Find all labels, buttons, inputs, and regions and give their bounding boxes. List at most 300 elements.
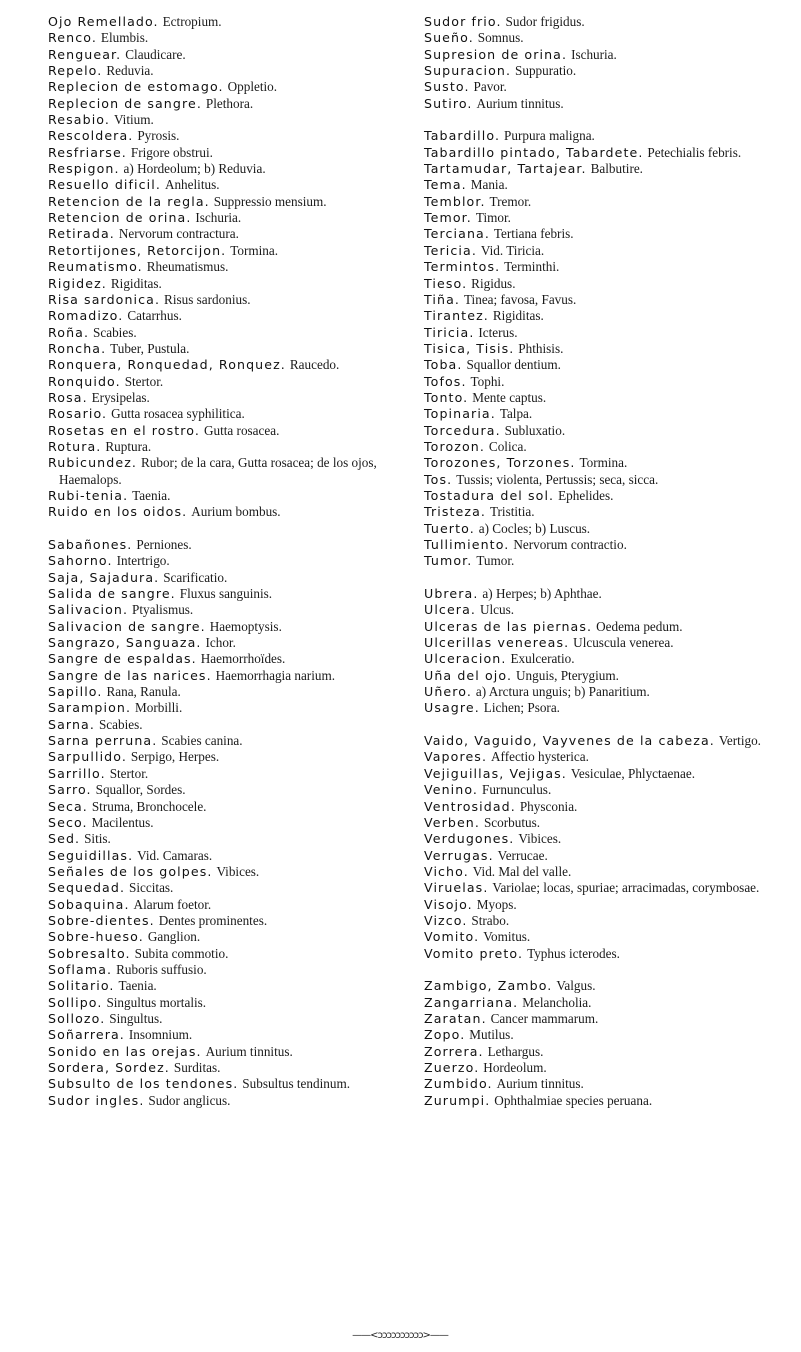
- entry-term: Sangre de espaldas.: [48, 651, 197, 667]
- entry-definition: Struma, Bronchocele.: [91, 798, 207, 814]
- dictionary-entry: [424, 799, 782, 815]
- entry-definition: Tussis; violenta, Pertussis; seca, sicca.: [456, 471, 659, 487]
- entry-term: Seguidillas.: [48, 847, 134, 863]
- dictionary-entry: [424, 488, 782, 504]
- entry-definition: Tuber, Pustula.: [110, 340, 190, 356]
- entry-term: Risa sardonica.: [48, 291, 161, 307]
- dictionary-entry: [48, 913, 409, 929]
- dictionary-entry: [48, 47, 409, 63]
- entry-definition: Myops.: [476, 896, 517, 912]
- entry-term: Tabardillo pintado, Tabardete.: [424, 144, 644, 160]
- dictionary-entry: [424, 782, 782, 798]
- entry-term: Viruelas.: [424, 880, 489, 896]
- entry-definition: Vid. Camaras.: [137, 847, 213, 863]
- entry-definition: Reduvia.: [106, 63, 154, 79]
- entry-definition: Haemoptysis.: [209, 618, 282, 634]
- entry-definition: Ruptura.: [105, 438, 152, 454]
- entry-definition: Aurium tinnitus.: [496, 1076, 584, 1092]
- dictionary-entry: [48, 308, 409, 324]
- dictionary-entry: [48, 374, 409, 390]
- entry-definition: Phthisis.: [518, 340, 564, 356]
- dictionary-entry: [48, 733, 409, 749]
- dictionary-entry: [424, 684, 782, 700]
- entry-term: Sarna.: [48, 716, 95, 732]
- entry-definition: Lethargus.: [487, 1043, 544, 1059]
- dictionary-entry: [48, 897, 409, 913]
- dictionary-entry: [424, 586, 782, 602]
- dictionary-entry: [48, 177, 409, 193]
- entry-definition: Stertor.: [124, 373, 164, 389]
- entry-term: Rotura.: [48, 438, 102, 454]
- dictionary-entry: [424, 815, 782, 831]
- entry-definition: Somnus.: [477, 30, 524, 46]
- entry-term: Terciana.: [424, 226, 490, 242]
- dictionary-entry: [48, 112, 409, 128]
- entry-definition: Ruboris suffusio.: [116, 961, 207, 977]
- entry-term: Sabañones.: [48, 537, 133, 552]
- dictionary-entry: [424, 47, 782, 63]
- dictionary-entry: [424, 259, 782, 275]
- entry-term: Saja, Sajadura.: [48, 569, 160, 585]
- entry-definition: Alarum foetor.: [133, 896, 212, 912]
- entry-definition: Ulcuscula venerea.: [573, 635, 674, 651]
- entry-term: Zumbido.: [424, 1076, 493, 1092]
- entry-definition: Hordeolum.: [483, 1060, 547, 1075]
- entry-definition: Suppuratio.: [515, 63, 577, 79]
- dictionary-entry: [48, 619, 409, 635]
- entry-term: Vizco.: [424, 912, 468, 928]
- dictionary-entry: [48, 488, 409, 504]
- dictionary-entry: [424, 439, 782, 455]
- entry-term: Termintos.: [424, 259, 501, 275]
- entry-term: Tericia.: [424, 242, 477, 258]
- entry-definition: Rubor; de la cara, Gutta rosacea; de los ojos, Haemalops.: [59, 455, 377, 487]
- entry-term: Tuerto.: [424, 520, 475, 536]
- dictionary-entry: [424, 668, 782, 684]
- entry-definition: Physconia.: [519, 798, 578, 814]
- left-column: [48, 14, 409, 1109]
- entry-term: Sueño.: [424, 30, 474, 46]
- entry-definition: Scorbutus.: [483, 814, 540, 830]
- dictionary-entry: [424, 602, 782, 618]
- dictionary-entry: [424, 1044, 782, 1060]
- entry-term: Tristeza.: [424, 504, 486, 520]
- dictionary-entry: [48, 1011, 409, 1027]
- entry-term: Tirantez.: [424, 308, 489, 324]
- entry-term: Retortijones, Retorcijon.: [48, 242, 227, 258]
- entry-term: Sollipo.: [48, 994, 103, 1010]
- entry-term: Sapillo.: [48, 684, 103, 700]
- entry-definition: Tinea; favosa, Favus.: [463, 291, 577, 307]
- entry-definition: Mutilus.: [469, 1027, 514, 1043]
- entry-term: Sobaquina.: [48, 896, 130, 912]
- entry-definition: a) Arctura unguis; b) Panaritium.: [475, 684, 650, 700]
- entry-definition: Nervorum contractio.: [513, 537, 627, 552]
- entry-definition: Taenia.: [118, 978, 157, 994]
- dictionary-entry: [424, 1027, 782, 1043]
- entry-definition: Stertor.: [109, 765, 149, 781]
- dictionary-entry: [48, 749, 409, 765]
- entry-definition: Talpa.: [499, 406, 533, 422]
- dictionary-entry: [424, 995, 782, 1011]
- entry-definition: Oedema pedum.: [596, 618, 683, 634]
- dictionary-entry: [48, 635, 409, 651]
- entry-term: Sahorno.: [48, 553, 113, 569]
- entry-definition: Gutta rosacea.: [203, 422, 280, 438]
- dictionary-entry: [48, 226, 409, 242]
- entry-definition: Furnunculus.: [482, 782, 552, 798]
- entry-definition: Aurium tinnitus.: [476, 95, 564, 111]
- entry-term: Sudor ingles.: [48, 1092, 145, 1108]
- entry-term: Uña del ojo.: [424, 667, 513, 683]
- entry-term: Ulceras de las piernas.: [424, 618, 593, 634]
- entry-term: Rubicundez.: [48, 455, 138, 471]
- entry-term: Retirada.: [48, 226, 115, 242]
- entry-term: Vaido, Vaguido, Vayvenes de la cabeza.: [424, 733, 715, 749]
- dictionary-entry: [424, 472, 782, 488]
- dictionary-entry: [48, 717, 409, 733]
- entry-term: Tullimiento.: [424, 537, 510, 552]
- entry-term: Vapores.: [424, 749, 488, 765]
- dictionary-entry: [48, 586, 409, 602]
- dictionary-entry: [424, 325, 782, 341]
- dictionary-entry: [424, 63, 782, 79]
- entry-definition: Vesiculae, Phlyctaenae.: [570, 765, 695, 781]
- entry-term: Sollozo.: [48, 1010, 106, 1026]
- dictionary-entry: [424, 766, 782, 782]
- entry-term: Tema.: [424, 177, 467, 193]
- entry-definition: Rigiditas.: [492, 308, 544, 324]
- entry-term: Susto.: [424, 79, 470, 95]
- entry-definition: Tormina.: [230, 242, 279, 258]
- entry-definition: Elumbis.: [100, 30, 149, 46]
- entry-term: Ronquido.: [48, 373, 121, 389]
- entry-term: Tofos.: [424, 373, 467, 389]
- entry-term: Supuracion.: [424, 63, 512, 79]
- entry-term: Sarampion.: [48, 700, 132, 716]
- entry-definition: Raucedo.: [289, 357, 340, 373]
- entry-definition: Ptyalismus.: [132, 602, 194, 618]
- entry-definition: Surditas.: [173, 1060, 221, 1075]
- entry-term: Reumatismo.: [48, 259, 143, 275]
- entry-term: Zangarriana.: [424, 994, 519, 1010]
- dictionary-entry: [424, 1060, 782, 1076]
- entry-definition: Gutta rosacea syphilitica.: [111, 406, 245, 422]
- entry-term: Solitario.: [48, 978, 115, 994]
- dictionary-entry: [48, 406, 409, 422]
- entry-term: Tumor.: [424, 553, 473, 569]
- entry-term: Zambigo, Zambo.: [424, 978, 553, 994]
- entry-definition: Serpigo, Herpes.: [130, 749, 220, 765]
- entry-term: Tieso.: [424, 275, 468, 291]
- entry-definition: Vomitus.: [483, 929, 531, 945]
- entry-definition: Vertigo.: [718, 733, 761, 749]
- entry-definition: Exulceratio.: [510, 651, 575, 667]
- entry-definition: Typhus icterodes.: [527, 945, 620, 961]
- dictionary-entry: [424, 864, 782, 880]
- entry-definition: Tristitia.: [489, 504, 535, 520]
- entry-term: Sarpullido.: [48, 749, 127, 765]
- entry-term: Rosa.: [48, 389, 88, 405]
- dictionary-entry: [424, 749, 782, 765]
- entry-definition: Haemorrhoïdes.: [200, 651, 286, 667]
- entry-term: Sonido en las orejas.: [48, 1043, 202, 1059]
- entry-term: Supresion de orina.: [424, 46, 568, 62]
- entry-term: Resuello dificil.: [48, 177, 161, 193]
- entry-term: Repelo.: [48, 63, 103, 79]
- dictionary-entry: [48, 946, 409, 962]
- entry-term: Ulceracion.: [424, 651, 507, 667]
- entry-definition: Vibices.: [216, 863, 260, 879]
- entry-term: Renguear.: [48, 46, 122, 62]
- entry-definition: Rigiditas.: [110, 275, 162, 291]
- entry-term: Sarrillo.: [48, 765, 106, 781]
- entry-definition: Subsultus tendinum.: [242, 1076, 351, 1092]
- dictionary-entry: [48, 276, 409, 292]
- dictionary-entry: [424, 946, 782, 962]
- dictionary-entry: [48, 684, 409, 700]
- entry-definition: Singultus.: [109, 1010, 163, 1026]
- entry-term: Retencion de orina.: [48, 210, 192, 226]
- dictionary-entry: [48, 1027, 409, 1043]
- entry-definition: Dentes prominentes.: [158, 912, 268, 928]
- entry-definition: Ectropium.: [162, 14, 222, 29]
- entry-definition: Anhelitus.: [164, 177, 220, 193]
- entry-term: Visojo.: [424, 896, 473, 912]
- dictionary-entry: [424, 128, 782, 144]
- entry-term: Retencion de la regla.: [48, 193, 210, 209]
- dictionary-entry: [424, 374, 782, 390]
- entry-term: Toba.: [424, 357, 463, 373]
- dictionary-entry: [48, 504, 409, 520]
- entry-definition: Suppressio mensium.: [213, 193, 327, 209]
- dictionary-entry: [424, 308, 782, 324]
- dictionary-entry: [48, 766, 409, 782]
- entry-term: Subsulto de los tendones.: [48, 1076, 239, 1092]
- dictionary-entry: [424, 194, 782, 210]
- entry-term: Roña.: [48, 324, 90, 340]
- dictionary-entry: [48, 782, 409, 798]
- dictionary-entry: [424, 700, 782, 716]
- entry-definition: a) Hordeolum; b) Reduvia.: [123, 161, 266, 177]
- entry-definition: Lichen; Psora.: [483, 700, 560, 716]
- dictionary-entry: [48, 553, 409, 569]
- entry-term: Sarro.: [48, 782, 92, 798]
- entry-term: Seca.: [48, 798, 88, 814]
- entry-term: Replecion de estomago.: [48, 79, 224, 95]
- dictionary-entry: [48, 128, 409, 144]
- entry-definition: Morbilli.: [135, 700, 183, 716]
- entry-definition: Erysipelas.: [91, 389, 150, 405]
- dictionary-entry: [48, 79, 409, 95]
- entry-term: Zaratan.: [424, 1010, 487, 1026]
- entry-term: Rosetas en el rostro.: [48, 422, 200, 438]
- entry-term: Tiña.: [424, 291, 461, 307]
- entry-definition: Strabo.: [471, 912, 510, 928]
- dictionary-entry: [424, 929, 782, 945]
- entry-definition: Catarrhus.: [127, 308, 182, 324]
- entry-definition: Ischuria.: [571, 46, 617, 62]
- dictionary-entry: [424, 96, 782, 112]
- entry-term: Replecion de sangre.: [48, 95, 202, 111]
- dictionary-entry: [424, 651, 782, 667]
- entry-term: Roncha.: [48, 340, 107, 356]
- entry-term: Tostadura del sol.: [424, 487, 555, 503]
- dictionary-entry: [48, 96, 409, 112]
- entry-definition: Rigidus.: [471, 275, 516, 291]
- dictionary-entry: [48, 864, 409, 880]
- dictionary-entry: [424, 292, 782, 308]
- entry-term: Verdugones.: [424, 831, 515, 847]
- entry-term: Vicho.: [424, 863, 469, 879]
- dictionary-entry: [424, 341, 782, 357]
- entry-definition: Sudor anglicus.: [148, 1092, 231, 1108]
- entry-definition: Fluxus sanguinis.: [179, 586, 273, 602]
- dictionary-entry: [48, 341, 409, 357]
- entry-definition: Vibices.: [518, 831, 562, 847]
- dictionary-entry: [48, 651, 409, 667]
- dictionary-entry: [48, 880, 409, 896]
- entry-term: Rosario.: [48, 406, 108, 422]
- dictionary-entry: [48, 210, 409, 226]
- entry-term: Verben.: [424, 814, 480, 830]
- entry-term: Usagre.: [424, 700, 480, 716]
- entry-definition: Pyrosis.: [137, 128, 180, 144]
- entry-term: Tisica, Tisis.: [424, 340, 515, 356]
- dictionary-entry: [424, 14, 782, 30]
- entry-term: Sangrazo, Sanguaza.: [48, 635, 202, 651]
- entry-term: Zurumpi.: [424, 1092, 491, 1108]
- entry-definition: Perniones.: [136, 537, 192, 552]
- entry-term: Temblor.: [424, 193, 486, 209]
- entry-term: Salivacion.: [48, 602, 129, 618]
- entry-definition: Macilentus.: [91, 814, 154, 830]
- dictionary-entry: [48, 815, 409, 831]
- entry-term: Sobre-dientes.: [48, 912, 155, 928]
- dictionary-entry: [48, 325, 409, 341]
- dictionary-entry: [48, 602, 409, 618]
- entry-term: Sobre-hueso.: [48, 929, 144, 945]
- dictionary-entry: [424, 880, 782, 896]
- entry-term: Sed.: [48, 831, 81, 847]
- entry-definition: Squallor dentium.: [466, 357, 561, 373]
- entry-definition: Balbutire.: [590, 161, 643, 177]
- entry-term: Rubi-tenia.: [48, 487, 129, 503]
- entry-definition: Variolae; locas, spuriae; arracimadas, corymbosae.: [492, 880, 760, 896]
- dictionary-entry: [424, 243, 782, 259]
- entry-definition: Subita commotio.: [134, 945, 229, 961]
- dictionary-entry: [48, 455, 409, 488]
- entry-term: Sarna perruna.: [48, 733, 158, 749]
- entry-definition: Vid. Mal del valle.: [472, 863, 572, 879]
- dictionary-entry: [424, 145, 782, 161]
- entry-term: Tos.: [424, 471, 453, 487]
- dictionary-entry: [48, 962, 409, 978]
- dictionary-entry: [48, 423, 409, 439]
- dictionary-entry: [48, 1060, 409, 1076]
- entry-term: Sequedad.: [48, 880, 126, 896]
- dictionary-entry: [424, 978, 782, 994]
- dictionary-entry: [48, 439, 409, 455]
- entry-term: Vejiguillas, Vejigas.: [424, 765, 567, 781]
- entry-definition: Taenia.: [132, 487, 171, 503]
- dictionary-entry: [424, 161, 782, 177]
- entry-definition: Tophi.: [470, 373, 505, 389]
- entry-definition: Petechialis febris.: [647, 144, 742, 160]
- entry-definition: Mente captus.: [472, 389, 547, 405]
- entry-term: Rescoldera.: [48, 128, 134, 144]
- entry-definition: Subluxatio.: [504, 422, 566, 438]
- entry-term: Soñarrera.: [48, 1027, 125, 1043]
- entry-term: Ubrera.: [424, 586, 479, 602]
- entry-term: Señales de los golpes.: [48, 863, 213, 879]
- dictionary-entry: [424, 553, 782, 569]
- entry-definition: Icterus.: [478, 324, 518, 340]
- entry-term: Vomito.: [424, 929, 480, 945]
- entry-definition: Mania.: [470, 177, 508, 193]
- dictionary-entry: [48, 537, 409, 553]
- dictionary-entry: [48, 995, 409, 1011]
- entry-definition: Scabies.: [93, 324, 137, 340]
- footer-ornament: ——<ↄↄↄↄↄↄↄↄↄↄ>——: [352, 1330, 448, 1341]
- dictionary-entry: [424, 79, 782, 95]
- entry-definition: Timor.: [475, 210, 511, 226]
- entry-definition: Claudicare.: [125, 46, 186, 62]
- entry-term: Temor.: [424, 210, 472, 226]
- entry-definition: Valgus.: [556, 978, 596, 994]
- entry-term: Romadizo.: [48, 308, 124, 324]
- dictionary-entry: [424, 455, 782, 471]
- entry-definition: Singultus mortalis.: [106, 994, 207, 1010]
- entry-definition: Intertrigo.: [116, 553, 170, 569]
- entry-term: Seco.: [48, 814, 88, 830]
- entry-definition: Terminthi.: [504, 259, 560, 275]
- entry-definition: a) Cocles; b) Luscus.: [478, 520, 591, 536]
- dictionary-entry: [424, 210, 782, 226]
- dictionary-entry: [424, 1076, 782, 1092]
- dictionary-entry: [424, 733, 782, 749]
- dictionary-entry: [424, 1093, 782, 1109]
- dictionary-entry: [48, 390, 409, 406]
- entry-definition: Insomnium.: [128, 1027, 193, 1043]
- dictionary-entry: [48, 14, 409, 30]
- entry-definition: Ulcus.: [479, 602, 515, 618]
- entry-term: Zopo.: [424, 1027, 466, 1043]
- entry-definition: Rana, Ranula.: [106, 684, 181, 700]
- entry-definition: Oppletio.: [227, 79, 278, 95]
- entry-definition: Colica.: [488, 438, 527, 454]
- dictionary-entry: [48, 799, 409, 815]
- entry-term: Vomito preto.: [424, 945, 524, 961]
- entry-definition: Vitium.: [113, 112, 154, 128]
- entry-term: Sobresalto.: [48, 945, 131, 961]
- dictionary-entry: [424, 226, 782, 242]
- entry-term: Sudor frio.: [424, 14, 502, 29]
- entry-term: Tartamudar, Tartajear.: [424, 161, 587, 177]
- dictionary-entry: [424, 897, 782, 913]
- entry-definition: Ischuria.: [195, 210, 242, 226]
- entry-definition: Ophthalmiae species peruana.: [494, 1092, 653, 1108]
- entry-term: Zorrera.: [424, 1043, 484, 1059]
- entry-definition: Pavor.: [473, 79, 507, 95]
- entry-definition: Nervorum contractura.: [118, 226, 239, 242]
- entry-definition: Tremor.: [489, 193, 532, 209]
- dictionary-entry: [424, 423, 782, 439]
- entry-term: Uñero.: [424, 684, 472, 700]
- dictionary-entry: [424, 30, 782, 46]
- entry-definition: Ichor.: [205, 635, 236, 651]
- entry-definition: Aurium tinnitus.: [205, 1043, 293, 1059]
